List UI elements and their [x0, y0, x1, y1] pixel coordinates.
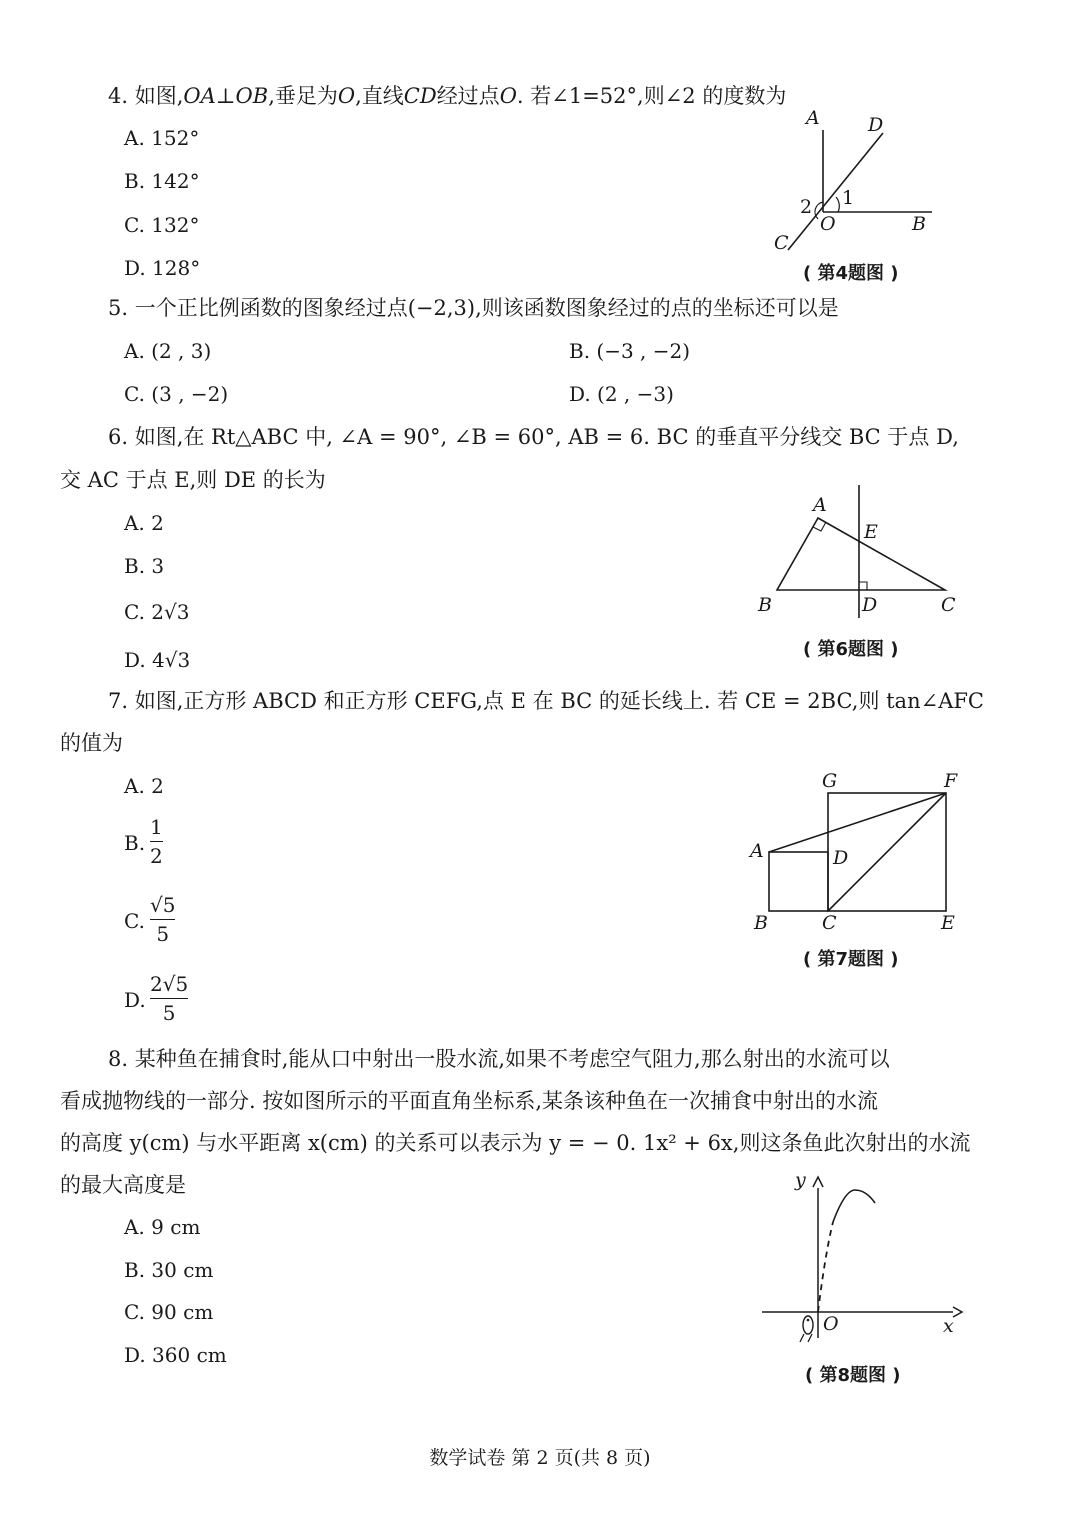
q4-stem-part: ,直线	[355, 84, 404, 108]
fraction-numerator: 2√5	[150, 972, 189, 996]
q8-option-d: D. 360 cm	[124, 1343, 227, 1367]
label-b: B	[754, 912, 768, 934]
q6-stem-line2: 交 AC 于点 E,则 DE 的长为	[60, 468, 326, 492]
q6-option-d: D. 4√3	[124, 648, 191, 672]
q4-stem-part: OA	[183, 84, 216, 108]
label-a: A	[806, 107, 820, 129]
q8-figure	[755, 1160, 970, 1360]
q4-option-d: D. 128°	[124, 256, 201, 280]
fraction-numerator: 1	[150, 815, 163, 839]
q5-stem: 5. 一个正比例函数的图象经过点(−2,3),则该函数图象经过的点的坐标还可以是	[108, 296, 839, 320]
label-y: y	[795, 1169, 806, 1191]
q8-option-a: A. 9 cm	[124, 1215, 201, 1239]
q6-option-c: C. 2√3	[124, 600, 190, 624]
q5-option-a: A. (2 , 3)	[124, 339, 212, 363]
label-a: A	[813, 494, 827, 516]
q4-stem-part: . 若∠1=52°,则∠2 的度数为	[516, 84, 787, 108]
q6-option-b: B. 3	[124, 554, 165, 578]
label-d: D	[833, 847, 849, 869]
q4-stem-part: O	[499, 84, 517, 108]
q7-option-a: A. 2	[124, 774, 164, 798]
triangle-abc	[777, 518, 945, 590]
q8-option-c: C. 90 cm	[124, 1300, 214, 1324]
label-o: O	[823, 1313, 839, 1335]
fraction-bar	[150, 919, 175, 920]
q8-option-b: B. 30 cm	[124, 1258, 214, 1282]
q7-option-c-label: C.	[124, 909, 145, 933]
label-b: B	[912, 213, 926, 235]
segment-af	[769, 793, 946, 852]
q6-option-a: A. 2	[124, 511, 164, 535]
q4-option-c: C. 132°	[124, 213, 200, 237]
label-g: G	[822, 770, 838, 792]
fish-icon	[800, 1316, 813, 1342]
q4-figure-caption: ( 第4题图 )	[803, 263, 899, 284]
angle-1-arc	[836, 197, 839, 212]
q4-option-b: B. 142°	[124, 169, 200, 193]
right-angle-mark-d	[859, 582, 867, 590]
label-f: F	[944, 770, 958, 792]
q7-stem-line2: 的值为	[60, 731, 123, 755]
q7-option-b-fraction	[150, 815, 163, 868]
q7-option-c-fraction	[150, 893, 175, 946]
label-2: 2	[800, 196, 813, 218]
fraction-numerator: √5	[150, 893, 176, 917]
fraction-bar	[150, 841, 163, 842]
q4-stem	[108, 82, 786, 110]
q5-option-b: B. (−3 , −2)	[569, 339, 691, 363]
q6-figure	[750, 480, 970, 630]
q7-stem-line1: 7. 如图,正方形 ABCD 和正方形 CEFG,点 E 在 BC 的延长线上. 若 CE = 2BC,则 tan∠AFC	[108, 689, 984, 713]
q4-stem-part: 经过点	[436, 84, 500, 108]
x-axis-arrow-icon	[953, 1307, 962, 1317]
q4-stem-part: O	[337, 84, 356, 108]
q7-figure	[745, 770, 975, 940]
q8-stem-line2: 看成抛物线的一部分. 按如图所示的平面直角坐标系,某条该种鱼在一次捕食中射出的水流	[60, 1089, 879, 1113]
page-footer: 数学试卷 第 2 页(共 8 页)	[429, 1447, 651, 1469]
q7-option-d-label: D.	[124, 988, 146, 1012]
label-c: C	[774, 232, 789, 254]
y-axis-arrow-icon	[813, 1177, 823, 1187]
q7-figure-caption: ( 第7题图 )	[803, 949, 899, 970]
label-c: C	[822, 912, 837, 934]
q4-option-a: A. 152°	[124, 126, 200, 150]
q4-stem-part: ,垂足为	[268, 84, 338, 108]
label-o: O	[820, 213, 836, 235]
label-e: E	[864, 521, 878, 543]
q8-stem-line4: 的最大高度是	[60, 1173, 186, 1197]
q5-option-d: D. (2 , −3)	[569, 382, 674, 406]
q8-figure-caption: ( 第8题图 )	[805, 1365, 901, 1386]
q7-option-b-label: B.	[124, 831, 146, 855]
q4-figure	[760, 100, 960, 260]
square-abcd	[769, 852, 828, 911]
fraction-denominator: 2	[150, 844, 163, 868]
q8-stem-line3: 的高度 y(cm) 与水平距离 x(cm) 的关系可以表示为 y = − 0. 1x² + 6x,则这条鱼此次射出的水流	[60, 1131, 971, 1155]
q4-stem-part: OB	[235, 84, 269, 108]
label-d: D	[862, 594, 878, 616]
fraction-denominator: 5	[156, 922, 170, 946]
fraction-bar	[150, 998, 188, 999]
water-stream-dashed	[818, 1222, 833, 1312]
label-1: 1	[842, 187, 855, 209]
label-b: B	[758, 594, 772, 616]
label-x: x	[943, 1315, 954, 1337]
q5-option-c: C. (3 , −2)	[124, 382, 229, 406]
q4-stem-part: CD	[403, 84, 437, 108]
q7-option-d-fraction	[150, 972, 188, 1025]
label-a: A	[750, 840, 764, 862]
label-e: E	[941, 912, 955, 934]
q6-figure-caption: ( 第6题图 )	[803, 639, 899, 660]
label-d: D	[868, 114, 884, 136]
label-c: C	[941, 594, 956, 616]
q4-stem-part: ⊥	[215, 84, 236, 108]
water-stream-curve	[833, 1190, 875, 1222]
q8-stem-line1: 8. 某种鱼在捕食时,能从口中射出一股水流,如果不考虑空气阻力,那么射出的水流可以	[108, 1047, 890, 1071]
q4-stem-part: 4. 如图,	[108, 84, 184, 108]
fraction-denominator: 5	[162, 1001, 176, 1025]
q6-stem-line1: 6. 如图,在 Rt△ABC 中, ∠A = 90°, ∠B = 60°, AB = 6. BC 的垂直平分线交 BC 于点 D,	[108, 425, 959, 449]
